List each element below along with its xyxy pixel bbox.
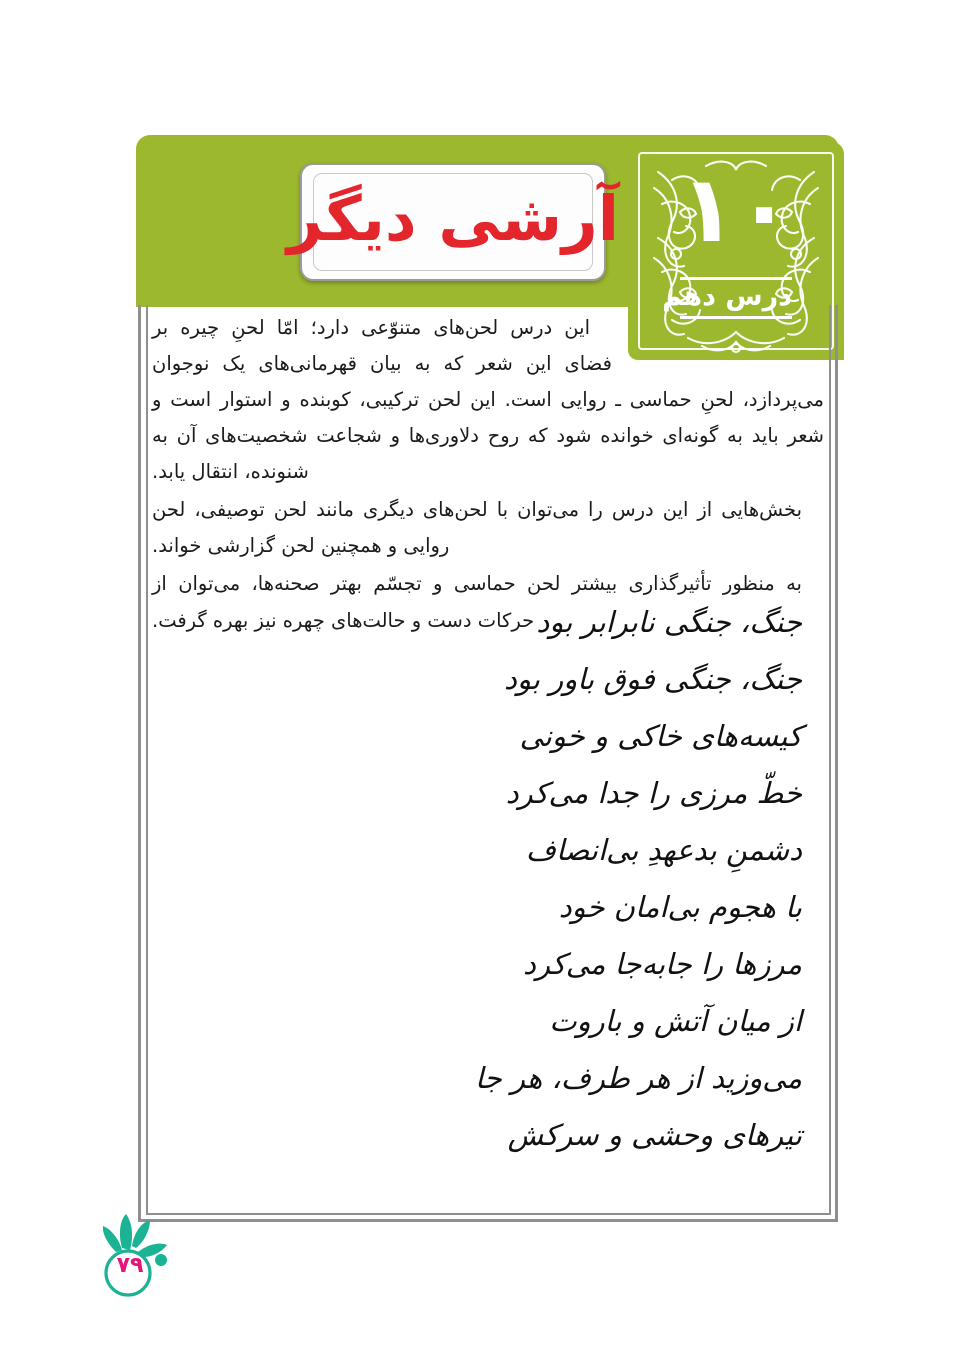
ornament-text-wrap-spacer	[612, 310, 824, 362]
poem-verse: تیرهای وحشی و سرکش	[507, 1118, 802, 1152]
poem-verse: دشمنِ بدعهدِ بی‌انصاف	[525, 833, 802, 867]
poem-verse: جنگ، جنگی فوق باور بود	[504, 662, 802, 696]
lesson-title-plaque-inner	[287, 173, 619, 271]
page-title: آرشی دیگر	[287, 182, 619, 255]
lesson-label: درس دهم	[662, 281, 792, 312]
poem-verse: از میان آتش و باروت	[549, 1004, 802, 1038]
poem-verse: خطّ مرزی را جدا می‌کرد	[505, 776, 802, 810]
lesson-number: ۱۰	[679, 156, 793, 263]
poem-verse: کیسه‌های خاکی و خونی	[519, 719, 802, 753]
page-number-badge	[88, 1212, 192, 1316]
prose-paragraph-text: این درس لحن‌های متنوّعی دارد؛ امّا لحنِ چیره بر فضای این شعر که به بیان قهرمانی‌های یک نوجوان می‌پردازد، لحنِ حماسی ـ روایی است. این لحن ترکیبی، کوبنده و استوار است و شعر باید به گونه‌ای خوانده شود که روح دلاوری‌ها و شجاعت شخصیت‌های آن به شنونده، انتقال یابد.	[152, 316, 824, 484]
poem-verse: مرزها را جابه‌جا می‌کرد	[523, 947, 802, 981]
page-number: ۷۹	[116, 1253, 144, 1278]
poem-verse: با هجوم بی‌امان خود	[558, 890, 802, 924]
poem-verse: جنگ، جنگی نابرابر بود	[536, 605, 802, 639]
prose-paragraph: بخش‌هایی از این درس را می‌توان با لحن‌های دیگری مانند لحن توصیفی، لحن روایی و همچنین لحن گزارشی خواند.	[152, 498, 802, 558]
lesson-title-plaque	[287, 163, 619, 281]
prose-paragraph	[152, 310, 824, 490]
lesson-intro-prose	[152, 310, 824, 641]
prose-paragraph: به منظور تأثیرگذاری بیشتر لحن حماسی و تجسّم بهتر صحنه‌ها، می‌توان از حرکات دست و حالت‌های چهره نیز بهره گرفت.	[152, 572, 802, 632]
poem-block	[248, 605, 808, 1152]
poem-verse: می‌وزید از هر طرف، هر جا	[474, 1061, 802, 1095]
